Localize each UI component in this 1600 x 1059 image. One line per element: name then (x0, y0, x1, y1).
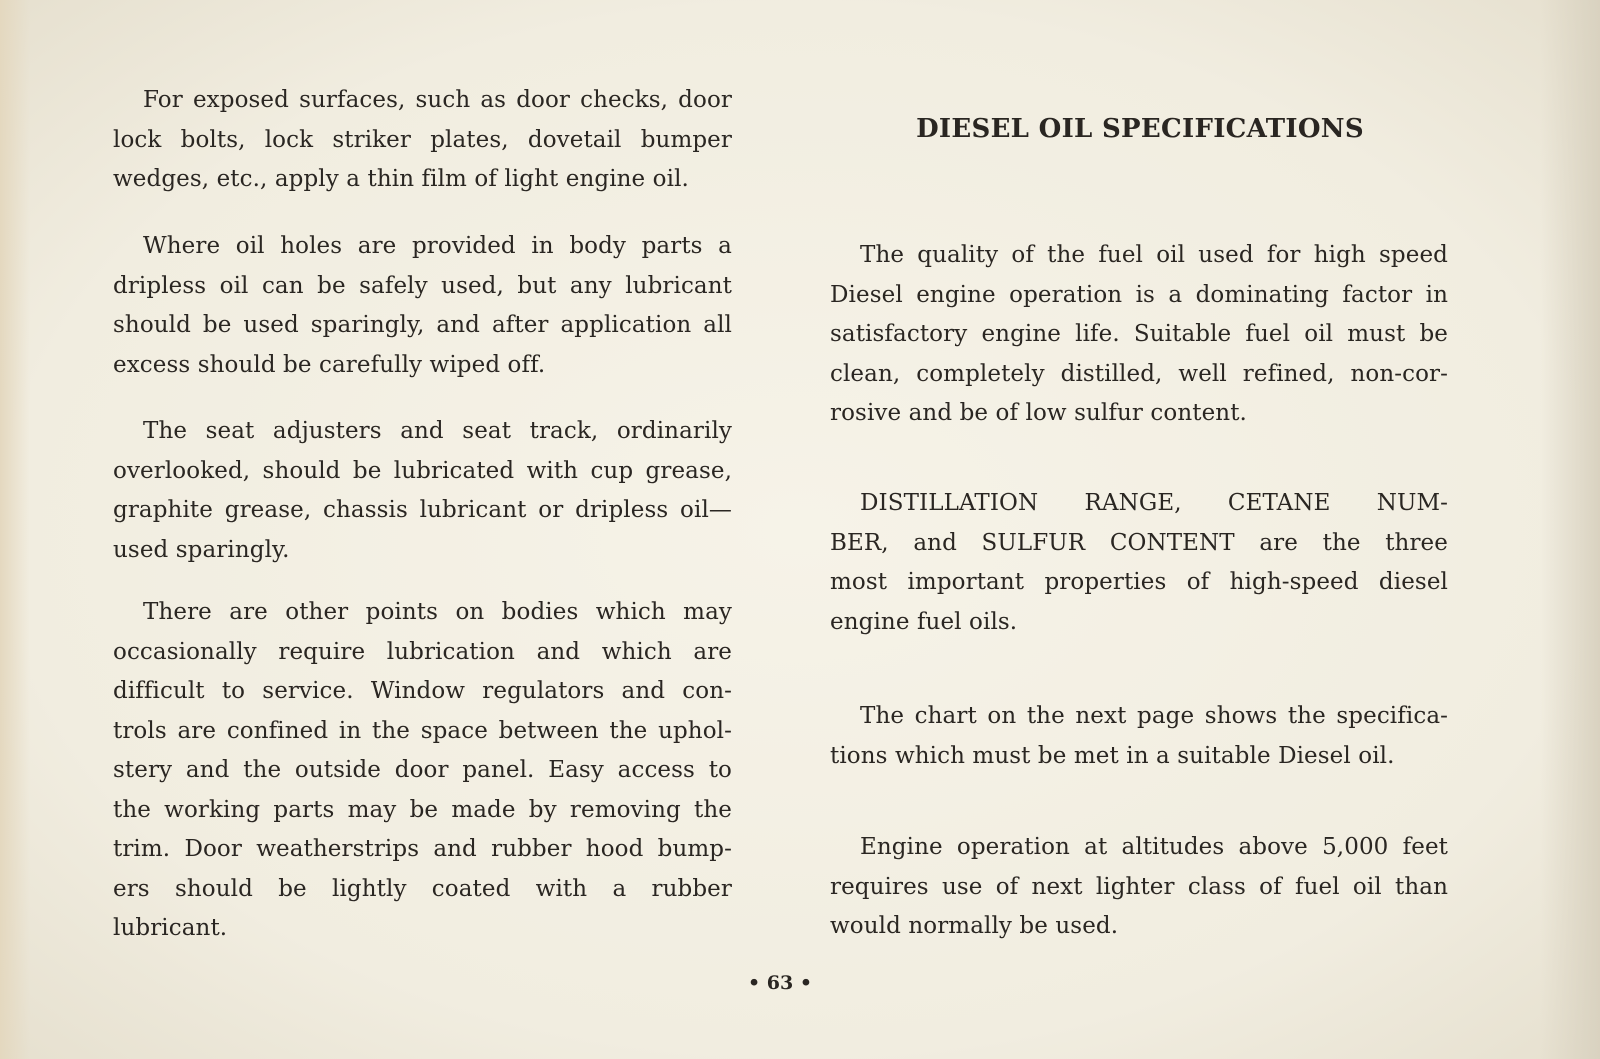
text-line: DISTILLATION RANGE, CETANE NUM- (860, 490, 1448, 516)
text-line: would normally be used. (830, 913, 1119, 939)
text-line: the working parts may be made by removing the (113, 796, 732, 823)
text-line: The quality of the fuel oil used for high speed (860, 242, 1448, 268)
text-line: difficult to service. Window regulators and con- (113, 678, 732, 704)
text-line: excess should be carefully wiped off. (113, 351, 546, 378)
text-line: occasionally require lubrication and which are (113, 638, 732, 665)
text-line: trols are confined in the space between the uphol- (113, 717, 732, 744)
text-line: engine fuel oils. (830, 608, 1018, 635)
text-line: There are other points on bodies which may (143, 599, 732, 625)
text-line: BER, and SULFUR CONTENT are the three (830, 529, 1448, 556)
text-line: stery and the outside door panel. Easy access to (113, 757, 732, 783)
page-edge-right (1540, 0, 1600, 1059)
text-line: most important properties of high-speed diesel (830, 569, 1448, 595)
text-line: rosive and be of low sulfur content. (830, 400, 1247, 426)
text-line: ers should be lightly coated with a rubber (113, 875, 732, 902)
text-line: lubricant. (113, 915, 228, 941)
text-line: overlooked, should be lubricated with cup grease, (113, 457, 732, 484)
page-number: • 63 • (748, 972, 812, 994)
left-paragraph-4 (113, 593, 732, 949)
text-line: trim. Door weatherstrips and rubber hood bump- (113, 836, 732, 862)
right-paragraph-2 (830, 484, 1448, 642)
right-paragraph-3 (830, 697, 1448, 776)
right-paragraph-1 (830, 236, 1448, 434)
left-paragraph-3 (113, 412, 732, 570)
text-line: The seat adjusters and seat track, ordinarily (143, 418, 732, 444)
page-edge-left (0, 0, 30, 1059)
text-line: used sparingly. (113, 536, 290, 563)
text-line: graphite grease, chassis lubricant or dripless oil— (113, 497, 732, 523)
text-line: Engine operation at altitudes above 5,000 feet (860, 834, 1448, 860)
left-paragraph-2 (113, 227, 732, 385)
text-line: dripless oil can be safely used, but any lubricant (113, 272, 732, 299)
text-line: Where oil holes are provided in body parts a (143, 233, 732, 259)
text-line: wedges, etc., apply a thin film of light engine oil. (113, 166, 689, 192)
text-line: For exposed surfaces, such as door checks, door (143, 87, 732, 113)
text-line: Diesel engine operation is a dominating factor in (830, 281, 1448, 308)
text-line: should be used sparingly, and after application all (113, 312, 732, 338)
text-line: tions which must be met in a suitable Diesel oil. (830, 742, 1395, 769)
text-line: The chart on the next page shows the specifica- (860, 703, 1448, 729)
right-paragraph-4 (830, 828, 1448, 947)
text-line: requires use of next lighter class of fuel oil than (830, 873, 1448, 900)
left-paragraph-1 (113, 81, 732, 200)
text-line: clean, completely distilled, well refined, non-cor- (830, 360, 1448, 387)
text-line: lock bolts, lock striker plates, dovetail bumper (113, 126, 732, 153)
section-heading: DIESEL OIL SPECIFICATIONS (916, 114, 1364, 144)
text-line: satisfactory engine life. Suitable fuel oil must be (830, 321, 1448, 347)
